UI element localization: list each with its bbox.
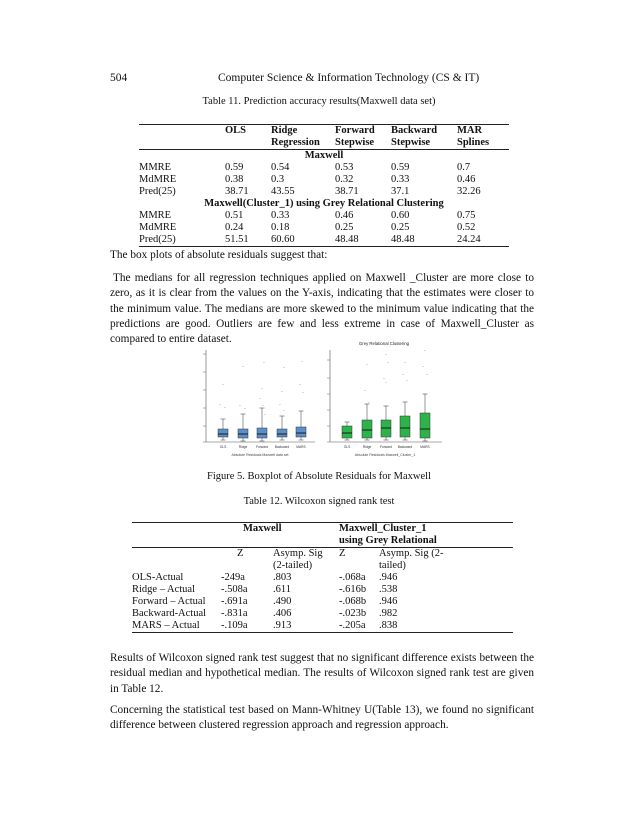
- table-11-col-header: Forward: [335, 125, 391, 138]
- table-row: [139, 162, 509, 174]
- table-12-label: MARS – Actual: [132, 620, 221, 633]
- left-box-mars: [296, 360, 307, 449]
- table-12-s1: .913: [273, 620, 339, 633]
- svg-text:*: *: [279, 403, 281, 407]
- right-box-ols: [342, 422, 352, 449]
- table-12-asymp-header-2: (2-tailed): [273, 560, 313, 571]
- table-12-s2: .982: [379, 608, 398, 619]
- svg-text:*: *: [404, 361, 406, 365]
- svg-text:*: *: [364, 389, 366, 393]
- svg-text:*: *: [283, 409, 285, 413]
- left-box-ols: [218, 383, 228, 449]
- table-11-col-header-2: Stepwise: [391, 137, 457, 150]
- paragraph-wilcoxon: Results of Wilcoxon signed rank test suggest that no significant difference exists between the residual median and hypothetical median. The results of Wilcoxon signed rank test are given in Table 12.: [110, 652, 534, 695]
- right-panel-title: Grey Relational Clustering: [358, 341, 410, 346]
- left-category-label: Backward: [274, 445, 290, 449]
- table-cell: 0.53: [335, 162, 354, 173]
- table-12-z2-header: Z: [339, 548, 346, 559]
- page-number: 504: [110, 72, 128, 84]
- table-12-label: Ridge – Actual: [132, 584, 195, 595]
- table-12-s2: .538: [379, 584, 398, 595]
- table-11-col-header-2: [225, 137, 271, 150]
- table-11-col-header-2: Regression: [271, 137, 335, 150]
- table-cell: 0.75: [457, 210, 476, 221]
- svg-text:*: *: [242, 365, 244, 369]
- table-cell: 48.48: [335, 234, 391, 247]
- svg-text:*: *: [383, 377, 385, 381]
- right-box-backward: [398, 361, 413, 449]
- table-row: [139, 186, 509, 198]
- svg-text:*: *: [385, 381, 387, 385]
- table-row: [139, 234, 509, 247]
- table-cell: 60.60: [271, 234, 335, 247]
- table-row: [139, 174, 509, 186]
- table-12-z1: -249a: [221, 572, 245, 583]
- table-row: [139, 222, 509, 234]
- table-cell: 0.3: [271, 174, 285, 185]
- table-12-z2: -.068b: [339, 596, 367, 607]
- left-x-axis-label: Absolute Residuals Maxwell data set: [231, 453, 289, 457]
- table-cell: 0.24: [225, 222, 244, 233]
- svg-text:*: *: [264, 413, 266, 417]
- table-12-asymp-header: Asymp. Sig: [273, 548, 323, 559]
- table-cell: 37.1: [391, 186, 410, 197]
- table-row: [132, 620, 513, 633]
- row-label: Pred(25): [139, 186, 176, 197]
- table-12-s1: .406: [273, 608, 292, 619]
- table-row: [132, 608, 513, 620]
- table-12-label: Backward-Actual: [132, 608, 207, 619]
- table-row: [139, 210, 509, 222]
- right-category-label: MARS: [420, 445, 430, 449]
- left-category-label: MARS: [296, 445, 306, 449]
- svg-text:*: *: [261, 387, 263, 391]
- table-12-s2: .946: [379, 596, 398, 607]
- svg-text:*: *: [281, 390, 283, 394]
- table-11-col-header: OLS: [225, 125, 271, 138]
- table-12-s2: .838: [379, 620, 513, 633]
- table-cell: 0.59: [391, 162, 410, 173]
- table-12-group-maxwell: Maxwell: [221, 523, 339, 536]
- table-12-group-cluster-line2: using Grey Relational: [339, 535, 513, 548]
- table-12-caption: Table 12. Wilcoxon signed rank test: [243, 496, 395, 507]
- paragraph-mann-whitney: Concerning the statistical test based on Mann-Whitney U(Table 13), we found no significant difference between clustered regression approach and regression approach.: [110, 704, 534, 732]
- table-12-label: OLS-Actual: [132, 572, 184, 583]
- table-12-z1: -.109a: [221, 620, 273, 633]
- table-12-z2: -.205a: [339, 620, 379, 633]
- table-11-col-header-2: Stepwise: [335, 137, 391, 150]
- svg-text:*: *: [219, 403, 221, 407]
- table-cell: 0.7: [457, 162, 471, 173]
- table-11-caption: Table 11. Prediction accuracy results(Maxwell data set): [202, 96, 436, 107]
- row-label: MdMRE: [139, 222, 177, 233]
- svg-text:*: *: [387, 361, 389, 365]
- table-cell: 32.26: [457, 186, 481, 197]
- table-cell: 0.38: [225, 174, 244, 185]
- table-12-s1: .611: [273, 584, 291, 595]
- svg-text:*: *: [368, 401, 370, 405]
- row-label: MMRE: [139, 162, 172, 173]
- svg-text:*: *: [424, 349, 426, 353]
- svg-text:*: *: [244, 407, 246, 411]
- svg-text:*: *: [422, 365, 424, 369]
- table-12-asymp2-header-2: tailed): [379, 560, 406, 571]
- svg-text:*: *: [406, 379, 408, 383]
- table-cell: 0.33: [391, 174, 410, 185]
- table-cell: 38.71: [335, 186, 359, 197]
- table-cell: 48.48: [391, 234, 457, 247]
- table-row: [132, 596, 513, 608]
- table-12-group-cluster: Maxwell_Cluster_1: [339, 523, 513, 536]
- table-12-s1: .490: [273, 596, 292, 607]
- table-cell: 0.59: [225, 162, 244, 173]
- row-label: MMRE: [139, 210, 172, 221]
- table-cell: 0.46: [335, 210, 354, 221]
- table-cell: 0.25: [335, 222, 354, 233]
- table-cell: 38.71: [225, 186, 249, 197]
- table-11-col-header: Backward: [391, 125, 457, 138]
- svg-text:*: *: [366, 363, 368, 367]
- table-cell: 0.60: [391, 210, 410, 221]
- right-x-axis-label: Absolute Residuals Maxwell_Cluster_1: [354, 453, 416, 457]
- boxplot-right-panel: [327, 341, 442, 457]
- row-label: MdMRE: [139, 174, 177, 185]
- right-box-mars: [420, 349, 431, 449]
- table-12-z2: -.068a: [339, 572, 366, 583]
- table-12-label: Forward – Actual: [132, 596, 206, 607]
- table-12-asymp2-header: Asymp. Sig (2-: [379, 548, 444, 559]
- table-11: [139, 124, 509, 247]
- svg-text:*: *: [283, 366, 285, 370]
- right-category-label: Forward: [379, 445, 393, 449]
- left-category-label: Forward: [255, 445, 269, 449]
- table-11-col-header: MAR: [457, 125, 509, 138]
- table-cell: 0.32: [335, 174, 354, 185]
- table-11-section-title: Maxwell(Cluster_1) using Grey Relational Clustering: [204, 198, 444, 209]
- left-category-label: OLS: [219, 445, 227, 449]
- table-cell: 51.51: [225, 234, 271, 247]
- svg-text:*: *: [302, 391, 304, 395]
- svg-text:*: *: [402, 373, 404, 377]
- table-cell: 0.33: [271, 210, 290, 221]
- table-12-z1: -.691a: [221, 596, 248, 607]
- svg-text:*: *: [385, 353, 387, 357]
- right-category-label: OLS: [343, 445, 351, 449]
- svg-text:*: *: [239, 404, 241, 408]
- table-12-s1: .803: [273, 572, 292, 583]
- table-11-section-title: Maxwell: [304, 150, 344, 161]
- svg-text:*: *: [262, 404, 264, 408]
- left-box-ridge: [238, 365, 248, 449]
- table-row: [132, 584, 513, 596]
- svg-text:*: *: [259, 397, 261, 401]
- row-label: Pred(25): [139, 234, 225, 247]
- table-12-s2: .946: [379, 572, 398, 583]
- right-category-label: Backward: [397, 445, 413, 449]
- table-cell: 0.25: [391, 222, 410, 233]
- table-11-col-header: Ridge: [271, 125, 335, 138]
- table-12: [132, 522, 513, 633]
- right-box-forward: [380, 353, 392, 449]
- table-12-corner: [132, 523, 221, 536]
- table-cell: 0.54: [271, 162, 290, 173]
- running-header: Computer Science & Information Technology (CS & IT): [218, 72, 480, 84]
- figure-5-boxplots: [190, 336, 452, 460]
- right-box-ridge: [362, 363, 372, 449]
- table-cell: 0.52: [457, 222, 476, 233]
- paragraph-boxplot-intro: The box plots of absolute residuals suggest that:: [110, 249, 328, 261]
- table-cell: 0.51: [225, 210, 244, 221]
- boxplot-left-panel: [203, 350, 315, 457]
- left-box-forward: [256, 361, 268, 449]
- left-category-label: Ridge: [238, 445, 248, 449]
- svg-text:*: *: [301, 360, 303, 364]
- svg-text:*: *: [299, 383, 301, 387]
- svg-text:*: *: [222, 383, 224, 387]
- table-12-z1: -.508a: [221, 584, 248, 595]
- svg-text:*: *: [263, 361, 265, 365]
- table-12-z1: -.831a: [221, 608, 248, 619]
- table-11-col-header-2: Splines: [457, 137, 509, 150]
- svg-text:*: *: [224, 406, 226, 410]
- svg-text:*: *: [426, 373, 428, 377]
- table-cell: 24.24: [457, 234, 509, 247]
- left-box-backward: [275, 366, 290, 449]
- table-cell: 0.18: [271, 222, 290, 233]
- figure-5-caption: Figure 5. Boxplot of Absolute Residuals for Maxwell: [207, 471, 431, 482]
- table-12-z2: -.616b: [339, 584, 367, 595]
- right-category-label: Ridge: [362, 445, 372, 449]
- table-12-z2: -.023b: [339, 608, 367, 619]
- paragraph-medians: The medians for all regression techniques applied on Maxwell _Cluster are more close to zero, as it is clear from the values on the Y-axis, indicating that the estimates were closer to the minimum value. The medians are more skewed to the minimum value indicating that the predictions are good. Outliers are few and less extreme in case of Maxwell_Cluster as compared to entire dataset.: [110, 272, 534, 346]
- table-row: [132, 572, 513, 584]
- table-12-z-header: Z: [237, 548, 244, 559]
- table-cell: 43.55: [271, 186, 295, 197]
- table-cell: 0.46: [457, 174, 476, 185]
